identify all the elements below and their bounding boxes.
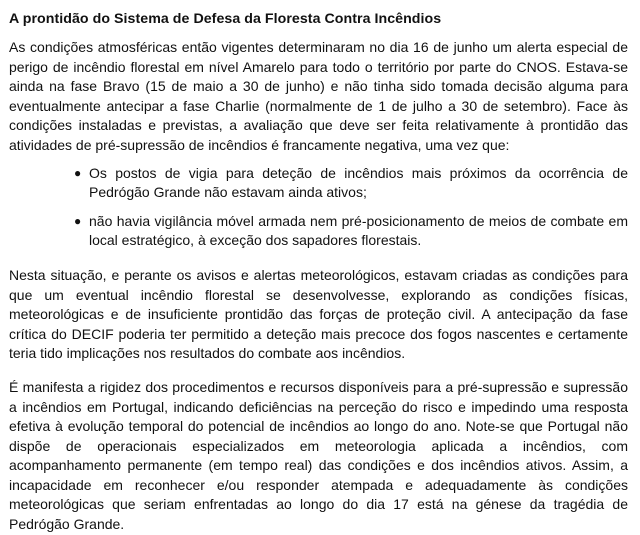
paragraph-situation: Nesta situação, e perante os avisos e alertas meteorológicos, estavam criadas as condições para que um eventual incêndio florestal se desenvolvesse, explorando as condições físicas, meteorológicas e de insuficiente prontidão das forças de proteção civil. A antecipação da fase crítica do DECIF poderia ter permitido a deteção mais precoce dos fogos nascentes e certamente teria tido implicações nos resultados do combate aos incêndios.	[9, 266, 628, 362]
paragraph-rigidity: É manifesta a rigidez dos procedimentos e recursos disponíveis para a pré-supressão e supressão a incêndios em Portugal, indicando deficiências na perceção do risco e impedindo uma resposta efetiva à evolução temporal do potencial de incêndios ao longo do ano. Note-se que Portugal não dispõe de operacionais especializados em meteorologia aplicada a incêndios, com acompanhamento permanente (em tempo real) das condições e dos incêndios ativos. Assim, a incapacidade em reconhecer e/ou responder atempada e adequadamente às condições meteorológicas que seriam enfrentadas ao longo do dia 17 está na génese da tragédia de Pedrógão Grande.	[9, 378, 628, 533]
paragraph-weather-conditions: As condições atmosféricas então vigentes determinaram no dia 16 de junho um alerta especial de perigo de incêndio florestal em nível Amarelo para todo o território por parte do CNOS. Estava-se ainda na fase Bravo (15 de maio a 30 de junho) e não tinha sido tomada decisão alguma para eventualmente antecipar a fase Charlie (normalmente de 1 de julho a 30 de setembro). Face às condições instaladas e previstas, a avaliação que deve ser feita relativamente à prontidão das atividades de pré-supressão de incêndios é francamente negativa, uma vez que:	[9, 39, 628, 153]
bullet-icon: ●	[74, 213, 82, 228]
bullet-icon: ●	[74, 165, 82, 180]
list-item	[74, 164, 628, 203]
list-item-text: não havia vigilância móvel armada nem pré-posicionamento de meios de combate em local estratégico, à exceção dos sapadores florestais.	[89, 212, 628, 249]
section-title: A prontidão do Sistema de Defesa da Floresta Contra Incêndios	[9, 11, 442, 27]
bullet-list	[9, 164, 628, 251]
list-item-text: Os postos de vigia para deteção de incêndios mais próximos da ocorrência de Pedrógão Grande não estavam ainda ativos;	[89, 164, 628, 201]
list-item	[74, 212, 628, 251]
